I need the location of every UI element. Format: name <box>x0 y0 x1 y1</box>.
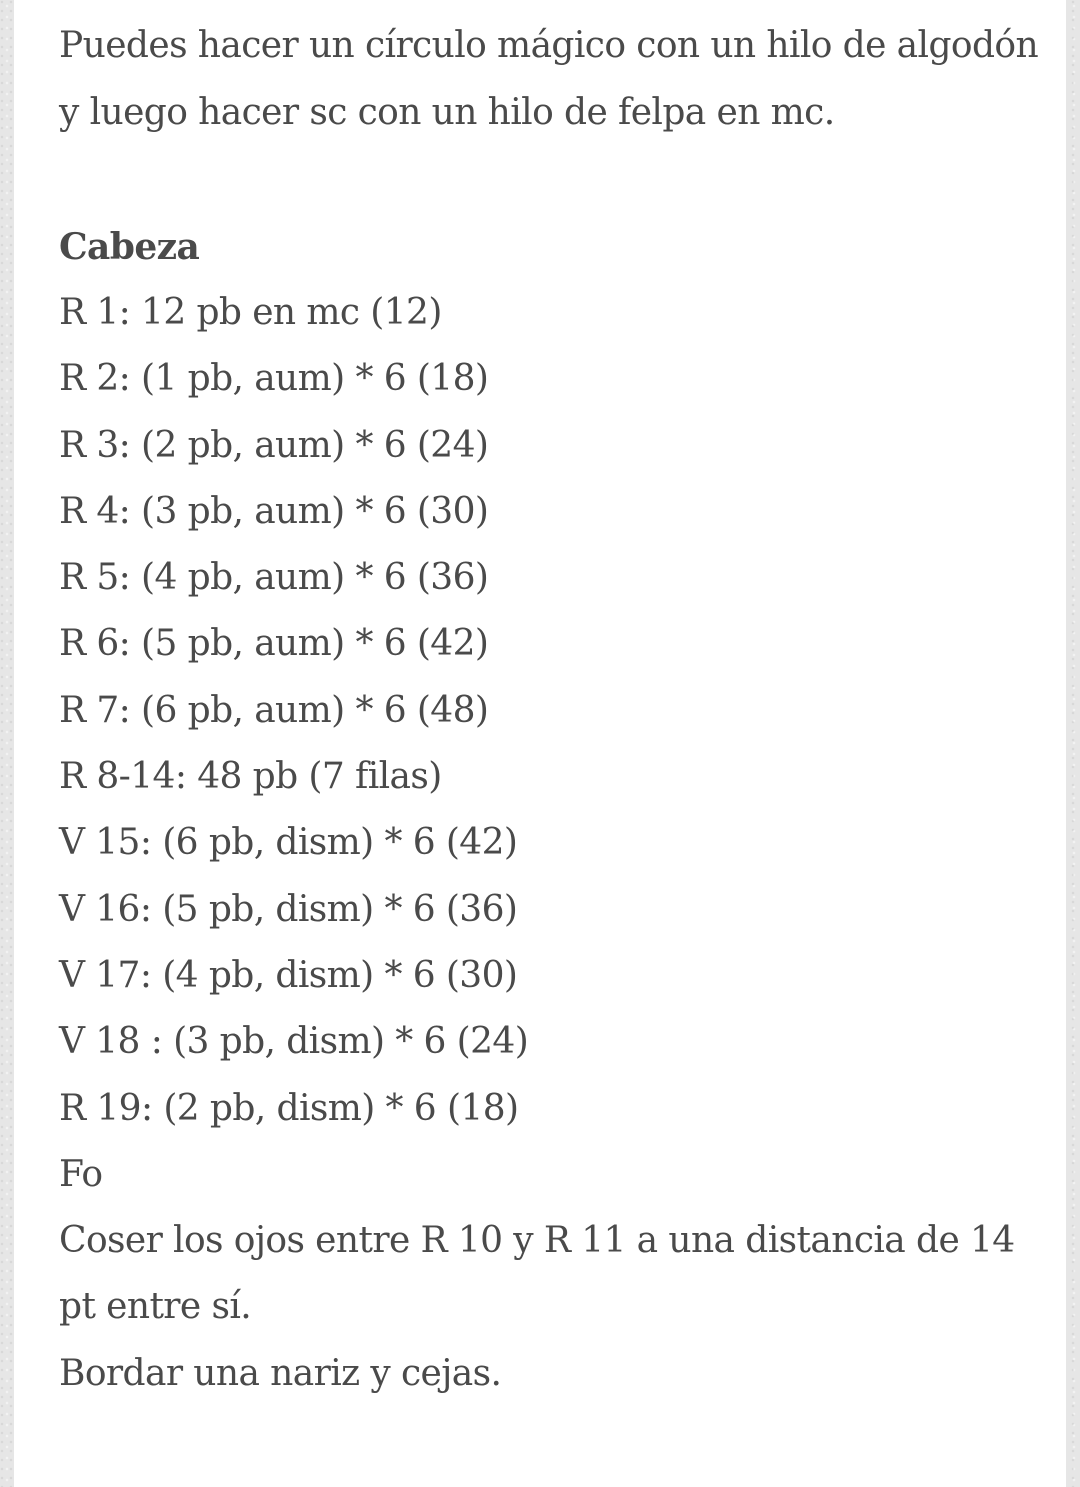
instruction-note: Coser los ojos entre R 10 y R 11 a una distancia de 14 pt entre sí. <box>59 1220 1015 1328</box>
pattern-row: R 5: (4 pb, aum) * 6 (36) <box>59 557 489 599</box>
pattern-row: R 3: (2 pb, aum) * 6 (24) <box>59 424 489 466</box>
pattern-row: R 2: (1 pb, aum) * 6 (18) <box>59 358 489 400</box>
section-title: Cabeza <box>59 226 200 268</box>
pattern-row: R 7: (6 pb, aum) * 6 (48) <box>59 689 489 731</box>
pattern-row: V 16: (5 pb, dism) * 6 (36) <box>59 888 518 930</box>
intro-paragraph: Puedes hacer un círculo mágico con un hilo de algodón y luego hacer sc con un hilo de felpa en mc. <box>59 25 1039 133</box>
article-body <box>59 0 1049 1407</box>
pattern-row: R 19: (2 pb, dism) * 6 (18) <box>59 1087 519 1129</box>
pattern-row: Fo <box>59 1153 103 1195</box>
instruction-note: Bordar una nariz y cejas. <box>59 1352 502 1394</box>
pattern-row: R 6: (5 pb, aum) * 6 (42) <box>59 623 489 665</box>
pattern-row: V 17: (4 pb, dism) * 6 (30) <box>59 954 518 996</box>
pattern-rows <box>59 280 1049 1208</box>
pattern-row: V 18 : (3 pb, dism) * 6 (24) <box>59 1021 529 1063</box>
content-panel <box>14 0 1066 1487</box>
pattern-row: R 8-14: 48 pb (7 filas) <box>59 756 442 798</box>
instruction-notes <box>59 1208 1049 1407</box>
pattern-row: R 4: (3 pb, aum) * 6 (30) <box>59 490 489 532</box>
pattern-row: R 1: 12 pb en mc (12) <box>59 292 442 333</box>
pattern-row: V 15: (6 pb, dism) * 6 (42) <box>59 822 518 864</box>
